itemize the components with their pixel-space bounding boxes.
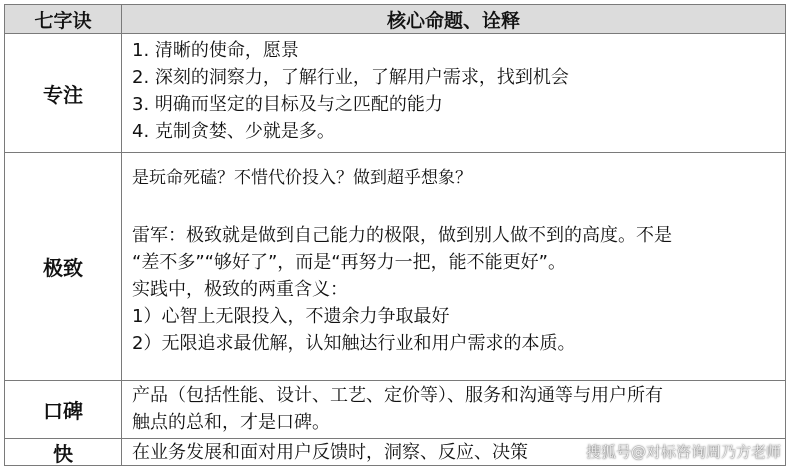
row-focus bbox=[5, 33, 785, 152]
row-reputation-key: 口碑 bbox=[5, 381, 122, 438]
row-reputation-content bbox=[122, 381, 785, 438]
row-extreme-line: “差不多”“够好了”，而是“再努力一把，能不能更好”。 bbox=[132, 252, 566, 273]
seven-word-formula-table bbox=[4, 4, 786, 466]
row-extreme bbox=[5, 152, 785, 380]
row-focus-content bbox=[122, 34, 785, 152]
row-extreme-question: 是玩命死磕？不惜代价投入？做到超乎想象？ bbox=[132, 168, 472, 188]
row-reputation-line: 触点的总和，才是口碑。 bbox=[132, 412, 330, 433]
row-reputation bbox=[5, 380, 785, 438]
row-focus-line: 1. 清晰的使命，愿景 bbox=[132, 40, 299, 61]
row-fast-line: 在业务发展和面对用户反馈时，洞察、反应、决策 bbox=[132, 442, 528, 463]
header-col-formula: 七字诀 bbox=[5, 5, 122, 33]
table-header-row bbox=[5, 5, 785, 33]
row-extreme-line: 1）心智上无限投入，不遗余力争取最好 bbox=[132, 306, 450, 327]
row-extreme-line: 2）无限追求最优解，认知触达行业和用户需求的本质。 bbox=[132, 333, 576, 354]
source-watermark: 搜狐号@对标咨询周乃方老师 bbox=[586, 443, 782, 461]
row-reputation-line: 产品（包括性能、设计、工艺、定价等）、服务和沟通等与用户所有 bbox=[132, 385, 663, 406]
header-col-proposition: 核心命题、诠释 bbox=[122, 5, 785, 33]
row-focus-line: 3. 明确而坚定的目标及与之匹配的能力 bbox=[132, 94, 443, 115]
row-focus-key: 专注 bbox=[5, 34, 122, 152]
row-extreme-content bbox=[122, 153, 785, 380]
row-focus-line: 4. 克制贪婪、少就是多。 bbox=[132, 121, 335, 142]
row-extreme-line: 实践中，极致的两重含义： bbox=[132, 279, 348, 300]
row-extreme-line: 雷军：极致就是做到自己能力的极限，做到别人做不到的高度。不是 bbox=[132, 225, 672, 246]
row-fast-key: 快 bbox=[5, 439, 122, 465]
row-extreme-key: 极致 bbox=[5, 153, 122, 380]
row-focus-line: 2. 深刻的洞察力，了解行业，了解用户需求，找到机会 bbox=[132, 67, 569, 88]
